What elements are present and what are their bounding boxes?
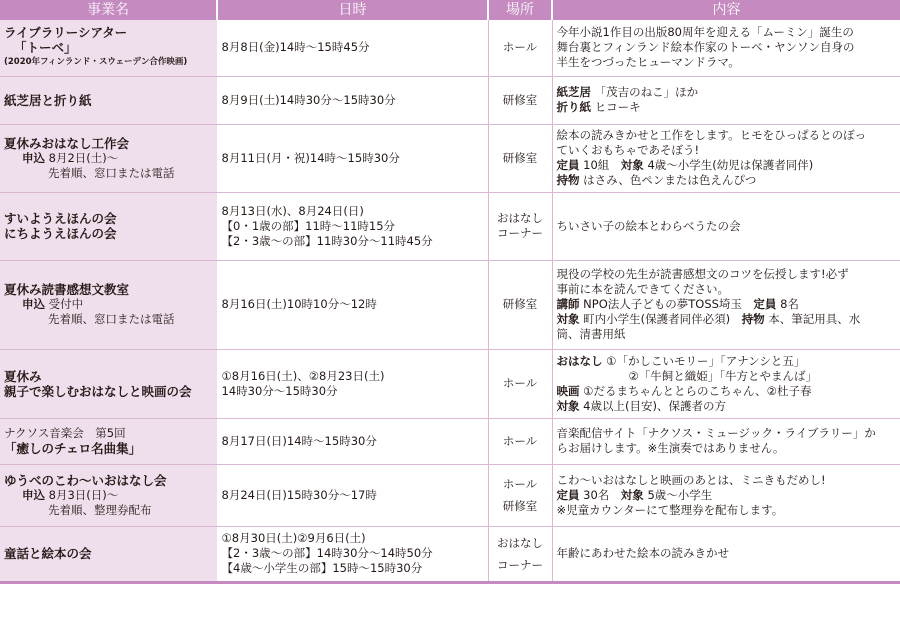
event-name-cell	[0, 260, 217, 349]
date-text: 【0・1歳の部】11時〜11時15分	[221, 218, 396, 233]
event-name-cell	[0, 526, 217, 582]
content-text: 4歳以上(目安)、保護者の方	[583, 398, 726, 413]
content-text: 年齢にあわせた絵本の読みきかせ	[556, 546, 729, 560]
place-text: コーナー	[497, 226, 543, 240]
place-cell	[488, 418, 552, 464]
table-row	[0, 124, 900, 192]
content-cell	[552, 260, 900, 349]
date-text: 【2・3歳〜の部】11時30分〜11時45分	[221, 233, 433, 248]
content-text: 本、筆記用具、水	[768, 312, 861, 326]
apply-note: 先着順、整理券配布	[48, 502, 152, 517]
table-row	[0, 418, 900, 464]
date-text: 8月13日(水)、8月24日(日)	[221, 203, 364, 218]
event-title: 紙芝居と折り紙	[4, 92, 92, 108]
date-cell	[217, 124, 488, 192]
content-text: 舞台裏とフィンランド絵本作家のトーベ・ヤンソン自身の	[556, 40, 855, 55]
content-text: 音楽配信サイト「ナクソス・ミュージック・ライブラリー」か	[556, 426, 876, 440]
table-header-row	[0, 0, 900, 20]
content-text: 4歳〜小学生(幼児は保護者同伴)	[647, 158, 814, 172]
event-title: 夏休み	[4, 368, 42, 384]
event-name-cell	[0, 20, 217, 76]
place-cell	[488, 526, 552, 582]
date-text: 8月24日(日)15時30分〜17時	[221, 487, 377, 502]
content-text: 8名	[780, 297, 799, 311]
content-label: 持物	[556, 173, 580, 187]
content-label: 持物	[741, 312, 765, 326]
content-cell	[552, 20, 900, 76]
content-text: 今年小説1作目の出版80周年を迎える「ムーミン」誕生の	[556, 25, 854, 40]
apply-note: 先着順、窓口または電話	[48, 165, 175, 180]
table-row	[0, 20, 900, 76]
content-label: 定員	[753, 297, 777, 311]
content-text: ②「牛飼と織姫」「牛方とやまんば」	[628, 368, 818, 383]
event-title: ゆうべのこわ〜いおはなし会	[4, 472, 167, 488]
content-text: ※児童カウンターにて整理券を配布します。	[556, 502, 784, 517]
place-cell	[488, 349, 552, 418]
content-label: 講師	[556, 297, 580, 311]
apply-label: 申込	[22, 487, 45, 502]
content-text: こわ〜いおはなしと映画のあとは、ミニきもだめし!	[556, 472, 826, 487]
date-cell	[217, 76, 488, 124]
content-text: 半生をつづったヒューマンドラマ。	[556, 55, 740, 70]
event-title: 「トーベ」	[14, 40, 77, 56]
place-cell	[488, 76, 552, 124]
content-text: NPO法人子どもの夢TOSS埼玉	[583, 297, 742, 311]
place-text: ホール	[502, 376, 538, 390]
date-text: 8月8日(金)14時〜15時45分	[221, 40, 370, 55]
event-note: (2020年フィンランド・スウェーデン合作映画)	[4, 57, 188, 68]
event-title: すいようえほんの会	[4, 211, 117, 226]
header-event: 事業名	[0, 0, 217, 20]
event-name-cell	[0, 124, 217, 192]
content-cell	[552, 464, 900, 526]
content-cell	[552, 192, 900, 260]
event-title: 親子で楽しむおはなしと映画の会	[4, 383, 192, 399]
place-text: コーナー	[497, 557, 543, 572]
content-text: 「茂吉のねこ」ほか	[594, 85, 699, 99]
content-text: 10組	[583, 158, 610, 172]
content-label: 定員	[556, 158, 580, 172]
event-name-cell	[0, 464, 217, 526]
content-text: ①「かしこいモリー」「アナンシと五」	[606, 353, 806, 368]
event-name-cell	[0, 349, 217, 418]
date-text: 8月16日(土)10時10分〜12時	[221, 297, 377, 311]
table-row	[0, 76, 900, 124]
place-text: おはなし	[497, 211, 543, 225]
date-text: ①8月30日(土)②9月6日(土)	[221, 531, 366, 545]
table-row	[0, 260, 900, 349]
date-cell	[217, 192, 488, 260]
content-cell	[552, 124, 900, 192]
event-title: 夏休みおはなし工作会	[4, 135, 130, 151]
place-text: ホール	[502, 40, 538, 55]
place-cell	[488, 124, 552, 192]
content-text: ①だるまちゃんととらのこちゃん、②杜子春	[583, 383, 812, 398]
date-cell	[217, 418, 488, 464]
content-cell	[552, 76, 900, 124]
content-text: 絵本の読みきかせと工作をします。ヒモをひっぱるとのぼっ	[556, 128, 867, 142]
content-text: ていくおもちゃであそぼう!	[556, 143, 700, 157]
header-content: 内容	[552, 0, 900, 20]
date-cell	[217, 20, 488, 76]
place-cell	[488, 464, 552, 526]
table-row	[0, 349, 900, 418]
date-cell	[217, 464, 488, 526]
table-row	[0, 464, 900, 526]
event-pretitle: ナクソス音楽会 第5回	[4, 426, 126, 440]
date-text: 8月9日(土)14時30分〜15時30分	[221, 92, 396, 107]
content-label: 対象	[620, 158, 644, 172]
content-label: 対象	[556, 398, 580, 413]
date-cell	[217, 349, 488, 418]
place-text: ホール	[502, 477, 538, 491]
date-text: ①8月16日(土)、②8月23日(土)	[221, 368, 385, 383]
place-cell	[488, 192, 552, 260]
event-title: 「癒しのチェロ名曲集」	[4, 441, 142, 456]
apply-note: 先着順、窓口または電話	[48, 312, 175, 326]
content-text: はさみ、色ペンまたは色えんぴつ	[583, 173, 757, 187]
content-label: 折り紙	[556, 100, 591, 114]
content-cell	[552, 418, 900, 464]
apply-label: 申込	[22, 297, 45, 311]
content-text: 町内小学生(保護者同伴必須)	[583, 312, 731, 326]
date-cell	[217, 526, 488, 582]
place-cell	[488, 20, 552, 76]
date-text: 8月17日(日)14時〜15時30分	[221, 433, 377, 448]
content-label: 紙芝居	[556, 85, 591, 99]
date-text: 14時30分〜15時30分	[221, 383, 338, 398]
content-text: らお届けします。※生演奏ではありません。	[556, 441, 785, 455]
date-text: 【2・3歳〜の部】14時30分〜14時50分	[221, 546, 433, 560]
header-date: 日時	[217, 0, 488, 20]
date-text: 【4歳〜小学生の部】15時〜15時30分	[221, 561, 423, 575]
event-name-cell	[0, 192, 217, 260]
place-text: 研修室	[502, 150, 538, 165]
event-title: 童話と絵本の会	[4, 546, 92, 561]
content-text: 筒、清書用紙	[556, 327, 626, 341]
content-cell	[552, 349, 900, 418]
content-text: 現役の学校の先生が読書感想文のコツを伝授します!必ず	[556, 267, 849, 281]
content-text: 5歳〜小学生	[647, 487, 713, 502]
place-text: ホール	[502, 433, 538, 448]
content-text: 30名	[583, 487, 610, 502]
place-text: おはなし	[497, 535, 543, 550]
apply-value: 8月2日(土)〜	[48, 150, 119, 165]
event-title: にちようえほんの会	[4, 226, 117, 241]
content-label: おはなし	[556, 353, 603, 368]
place-text: 研修室	[502, 92, 538, 107]
apply-value: 8月3日(日)〜	[48, 487, 119, 502]
place-text: 研修室	[502, 297, 538, 311]
content-text: ちいさい子の絵本とわらべうたの会	[556, 218, 741, 233]
header-place: 場所	[488, 0, 552, 20]
table-row	[0, 192, 900, 260]
place-cell	[488, 260, 552, 349]
apply-label: 申込	[22, 150, 45, 165]
content-label: 対象	[620, 487, 644, 502]
event-title: ライブラリーシアター	[4, 25, 128, 41]
content-text: 事前に本を読んできてください。	[556, 282, 729, 296]
content-label: 映画	[556, 383, 580, 398]
event-title: 夏休み読書感想文教室	[4, 282, 130, 297]
content-cell	[552, 526, 900, 582]
place-text: 研修室	[502, 499, 538, 513]
content-text: ヒコーキ	[594, 100, 641, 114]
date-text: 8月11日(月・祝)14時〜15時30分	[221, 150, 400, 165]
content-label: 定員	[556, 487, 580, 502]
event-name-cell	[0, 418, 217, 464]
table-row	[0, 526, 900, 582]
date-cell	[217, 260, 488, 349]
content-label: 対象	[556, 312, 580, 326]
apply-value: 受付中	[48, 297, 84, 311]
event-name-cell	[0, 76, 217, 124]
